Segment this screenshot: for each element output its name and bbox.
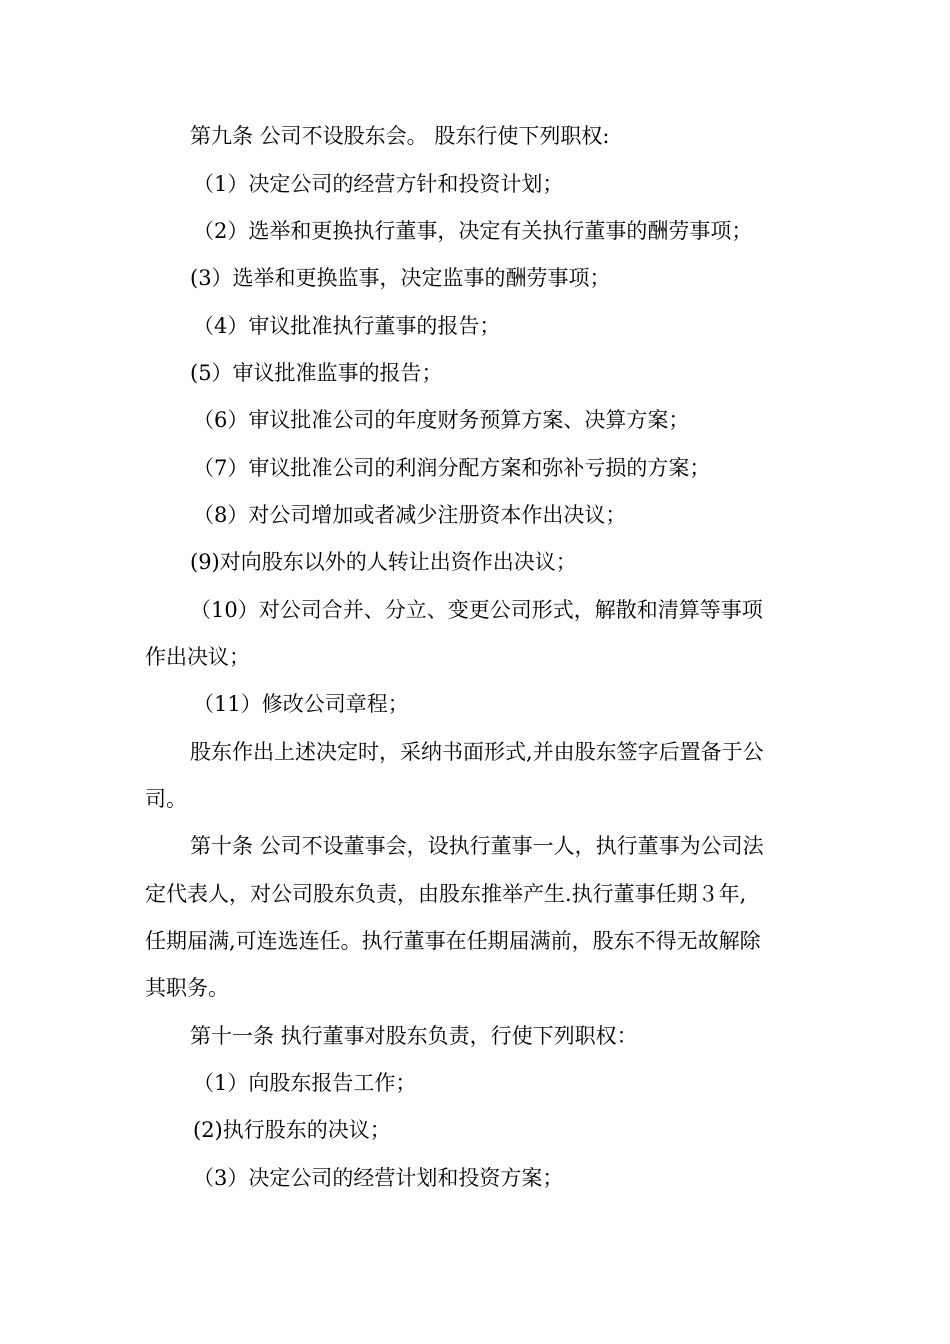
article-9-item-11: （11）修改公司章程； bbox=[193, 692, 409, 716]
article-9-item-6: （6）审议批准公司的年度财务预算方案、决算方案； bbox=[193, 408, 690, 432]
article-9-item-10: （10）对公司合并、分立、变更公司形式，解散和清算等事项 bbox=[190, 598, 763, 622]
article-10-heading: 第十条 公司不设董事会，设执行董事一人，执行董事为公司法 bbox=[190, 834, 764, 858]
article-9-note: 股东作出上述决定时，采纳书面形式,并由股东签字后置备于公 bbox=[190, 740, 764, 764]
article-10-line-3: 任期届满,可连选连任。执行董事在任期届满前，股东不得无故解除 bbox=[145, 929, 761, 953]
article-11-item-3: （3）决定公司的经营计划和投资方案； bbox=[193, 1166, 564, 1190]
article-11-item-1: （1）向股东报告工作； bbox=[193, 1071, 417, 1095]
article-9-heading: 第九条 公司不设股东会。 股东行使下列职权: bbox=[190, 124, 610, 148]
article-9-item-7: （7）审议批准公司的利润分配方案和弥补亏损的方案； bbox=[193, 456, 711, 480]
article-9-item-8: （8）对公司增加或者减少注册资本作出决议； bbox=[193, 503, 627, 527]
article-9-item-5: (5）审议批准监事的报告； bbox=[190, 361, 443, 385]
article-9-item-2: （2）选举和更换执行董事，决定有关执行董事的酬劳事项； bbox=[193, 219, 753, 243]
article-9-item-4: （4）审议批准执行董事的报告； bbox=[193, 314, 501, 338]
article-9-note-cont: 司。 bbox=[145, 787, 187, 811]
article-10-line-2: 定代表人，对公司股东负责，由股东推举产生.执行董事任期３年, bbox=[145, 882, 747, 906]
article-11-item-2: (2)执行股东的决议； bbox=[193, 1118, 391, 1142]
article-9-item-3: (3）选举和更换监事，决定监事的酬劳事项； bbox=[190, 266, 611, 290]
article-11-heading: 第十一条 执行董事对股东负责，行使下列职权： bbox=[190, 1024, 638, 1048]
article-9-item-1: （1）决定公司的经营方针和投资计划； bbox=[193, 172, 564, 196]
article-9-item-10-cont: 作出决议； bbox=[145, 645, 250, 669]
article-9-item-9: (9)对向股东以外的人转让出资作出决议； bbox=[190, 550, 577, 574]
article-10-line-4: 其职务。 bbox=[145, 976, 229, 1000]
